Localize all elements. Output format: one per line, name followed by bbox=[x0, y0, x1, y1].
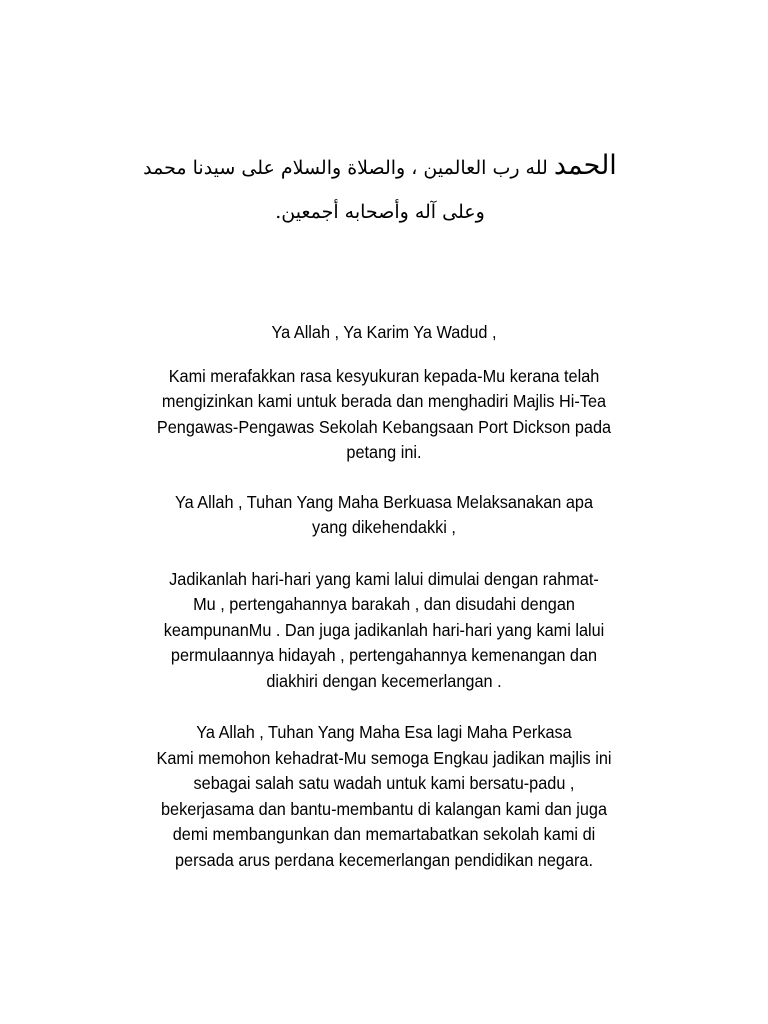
arabic-lead-word: الحمد bbox=[553, 150, 617, 181]
supplication-paragraph: Jadikanlah hari-hari yang kami lalui dimulai dengan rahmat- Mu , pertengahannya barakah , dan disudahi dengan keampunanMu . Dan juga jadikanlah hari-hari yang kami lalui permulaannya hidayah , pertengahannya kemenangan dan diakhiri dengan kecemerlangan . bbox=[163, 568, 605, 691]
closing-paragraph: Ya Allah , Tuhan Yang Maha Esa lagi Maha Perkasa Kami memohon kehadrat-Mu semoga Engkau jadikan majlis ini sebagai salah satu wadah untuk kami bersatu-padu , bekerjasama dan bantu-membantu di kalangan kami dan juga demi membangunkan dan memartabatkan sekolah kami di persada arus perdana kecemerlangan pendidikan negara. bbox=[156, 722, 612, 870]
invocation-line: Ya Allah , Ya Karim Ya Wadud , bbox=[271, 322, 497, 342]
gratitude-paragraph: Kami merafakkan rasa kesyukuran kepada-Mu kerana telah mengizinkan kami untuk berada dan menghadiri Majlis Hi-Tea Pengawas-Pengawas Sekolah Kebangsaan Port Dickson pada petang ini. bbox=[156, 365, 612, 462]
invocation-paragraph: Ya Allah , Tuhan Yang Maha Berkuasa Melaksanakan apa yang dikehendakki , bbox=[174, 491, 594, 537]
arabic-opening bbox=[130, 144, 630, 234]
doa-body bbox=[120, 320, 648, 873]
arabic-opening-text: لله رب العالمين ، والصلاة والسلام على سيدنا محمد وعلى آله وأصحابه أجمعين. bbox=[143, 157, 548, 223]
